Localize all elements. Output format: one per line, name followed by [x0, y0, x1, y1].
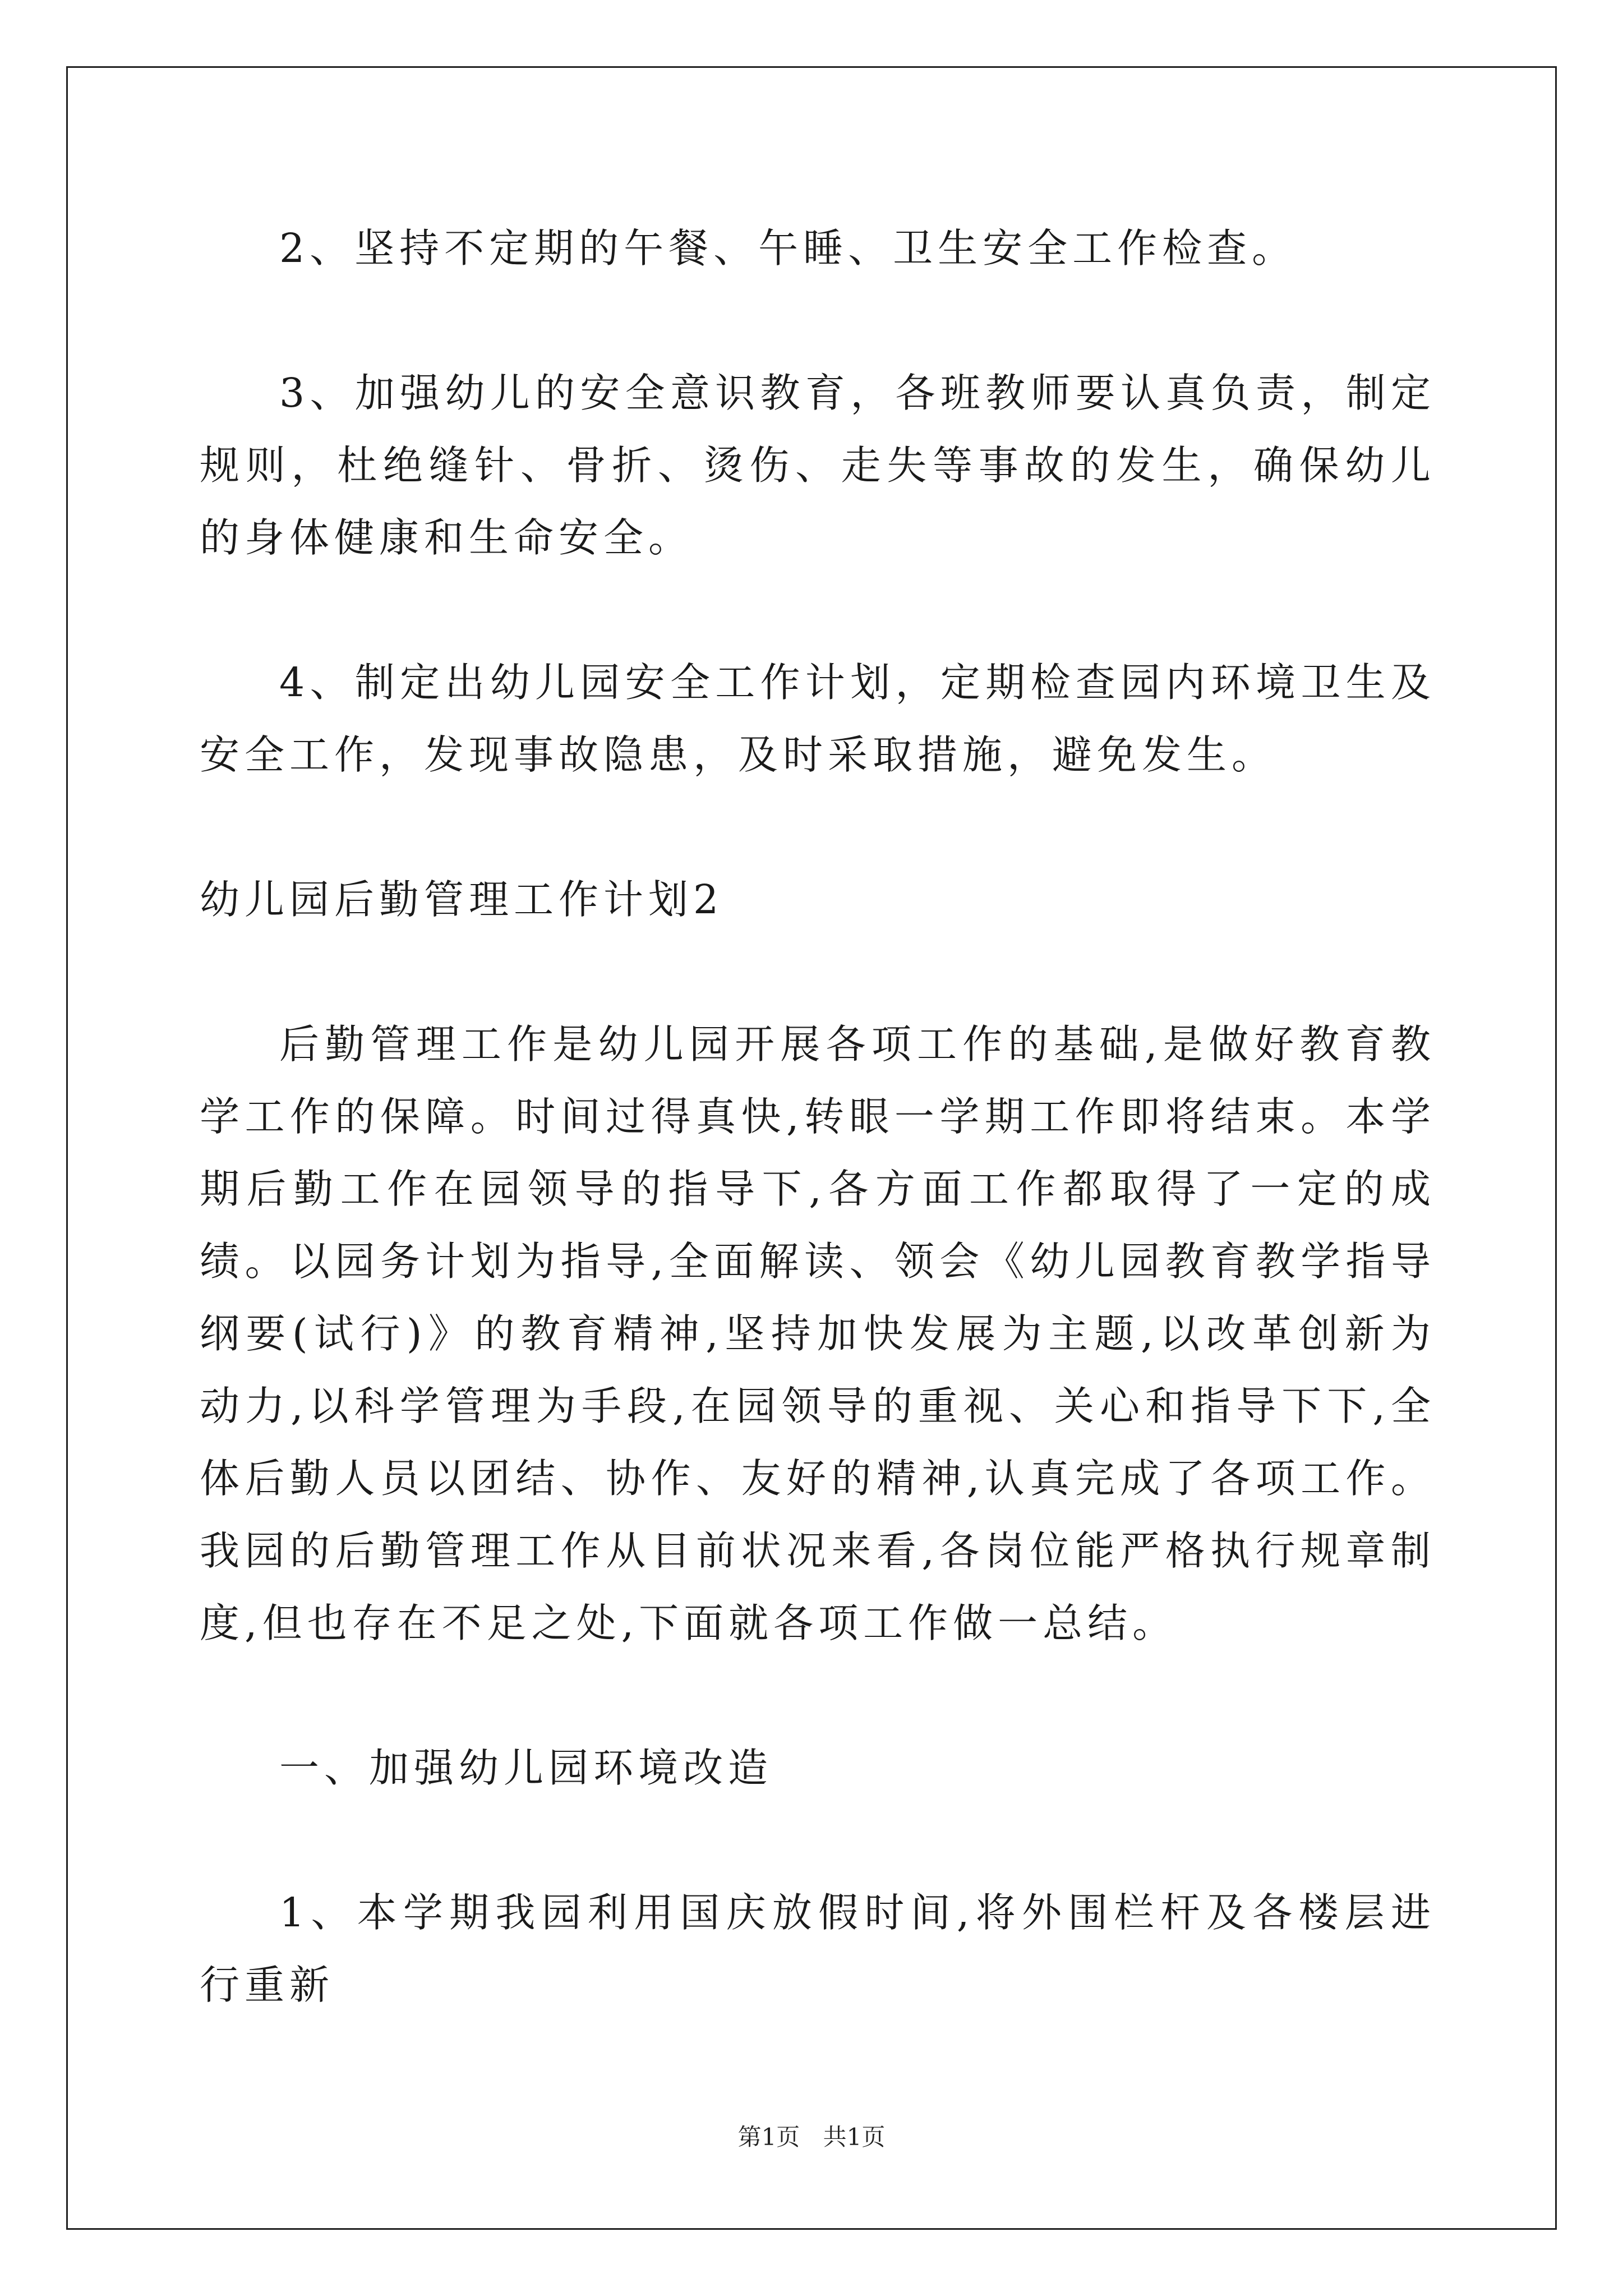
subheading-environment: 一、加强幼儿园环境改造: [279, 1745, 773, 1791]
paragraph-item-1: 1、本学期我园利用国庆放假时间,将外围栏杆及各楼层进行重新: [200, 1889, 1436, 2008]
page-number: 第1页: [737, 2123, 800, 2151]
paragraph-item-4: 4、制定出幼儿园安全工作计划，定期检查园内环境卫生及安全工作，发现事故隐患，及时采取措施，避免发生。: [200, 659, 1436, 778]
paragraph-intro: 后勤管理工作是幼儿园开展各项工作的基础,是做好教育教学工作的保障。时间过得真快,转眼一学期工作即将结束。本学期后勤工作在园领导的指导下,各方面工作都取得了一定的成绩。以园务计划为指导,全面解读、领会《幼儿园教育教学指导纲要(试行)》的教育精神,坚持加快发展为主题,以改革创新为动力,以科学管理为手段,在园领导的重视、关心和指导下下,全体后勤人员以团结、协作、友好的精神,认真完成了各项工作。我园的后勤管理工作从目前状况来看,各岗位能严格执行规章制度,但也存在不足之处,下面就各项工作做一总结。: [200, 1021, 1436, 1646]
page-total: 共1页: [823, 2123, 886, 2151]
paragraph-item-2: 2、坚持不定期的午餐、午睡、卫生安全工作检查。: [279, 225, 1297, 272]
page-footer: [0, 2120, 1623, 2154]
paragraph-item-3: 3、加强幼儿的安全意识教育，各班教师要认真负责，制定规则，杜绝缝针、骨折、烫伤、走失等事故的发生，确保幼儿的身体健康和生命安全。: [200, 370, 1436, 561]
document-body: [200, 212, 1436, 2093]
section-heading: 幼儿园后勤管理工作计划2: [200, 876, 724, 923]
